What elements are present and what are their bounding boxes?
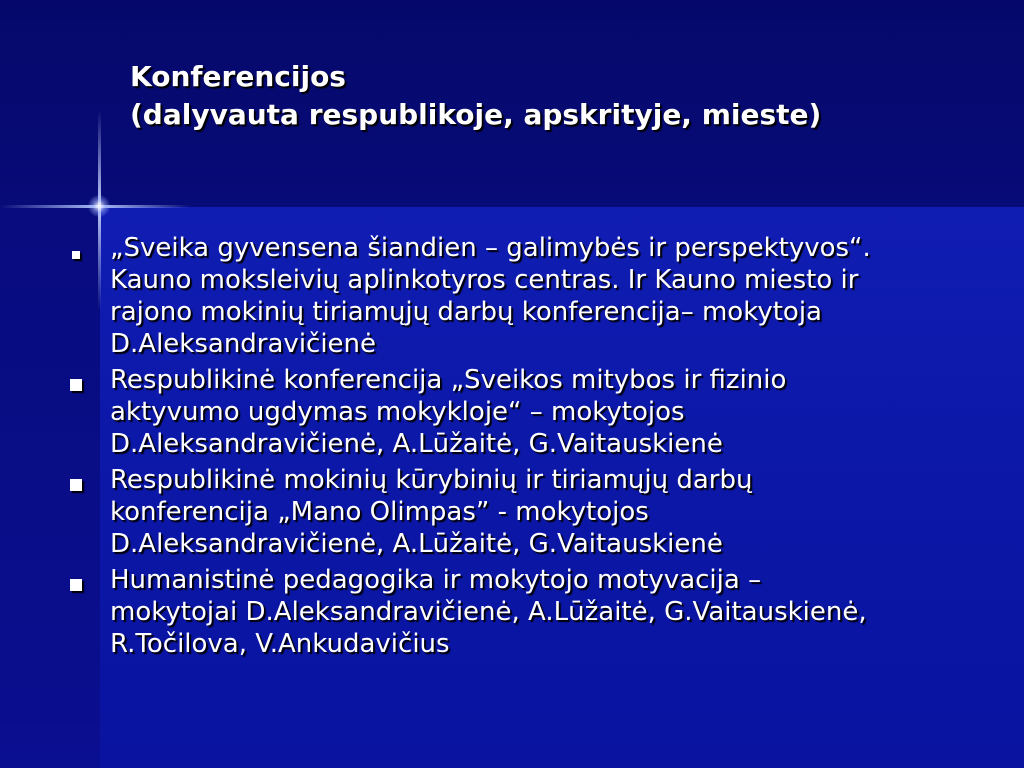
list-item-text [110, 464, 1000, 560]
slide-title [130, 58, 1010, 134]
list-item-line: R.Točilova, V.Ankudavičius [110, 629, 450, 659]
list-item-line: D.Aleksandravičienė [110, 329, 377, 359]
square-bullet-icon [70, 579, 82, 591]
list-item-line: konferencija „Mano Olimpas” - mokytojos [110, 497, 649, 527]
sparkle-star-icon [88, 195, 110, 217]
list-item-line: Kauno moksleivių aplinkotyros centras. Ir Kauno miesto ir [110, 265, 859, 295]
slide-title-line-1: Konferencijos [130, 60, 346, 93]
list-item-text [110, 564, 1000, 660]
list-item-line: Respublikinė mokinių kūrybinių ir tiriamųjų darbų [110, 465, 753, 495]
list-item-line: Humanistinė pedagogika ir mokytojo motyvacija – [110, 565, 762, 595]
bullet-list [70, 232, 1000, 664]
list-item [70, 232, 1000, 360]
slide-title-line-2: (dalyvauta respublikoje, apskrityje, mieste) [130, 98, 822, 131]
list-item-line: rajono mokinių tiriamųjų darbų konferencija– mokytoja [110, 297, 822, 327]
list-item [70, 464, 1000, 560]
square-bullet-icon [70, 479, 82, 491]
list-item-text [110, 232, 1000, 360]
list-item-line: „Sveika gyvensena šiandien – galimybės ir perspektyvos“. [110, 233, 871, 263]
list-item-line: Respublikinė konferencija „Sveikos mitybos ir fizinio [110, 365, 787, 395]
list-item-line: D.Aleksandravičienė, A.Lūžaitė, G.Vaitauskienė [110, 529, 723, 559]
list-item-line: D.Aleksandravičienė, A.Lūžaitė, G.Vaitauskienė [110, 429, 723, 459]
list-item [70, 564, 1000, 660]
square-bullet-icon [72, 251, 80, 259]
list-item-text [110, 364, 1000, 460]
square-bullet-icon [70, 379, 82, 391]
list-item-line: aktyvumo ugdymas mokykloje“ – mokytojos [110, 397, 685, 427]
list-item [70, 364, 1000, 460]
list-item-line: mokytojai D.Aleksandravičienė, A.Lūžaitė, G.Vaitauskienė, [110, 597, 867, 627]
